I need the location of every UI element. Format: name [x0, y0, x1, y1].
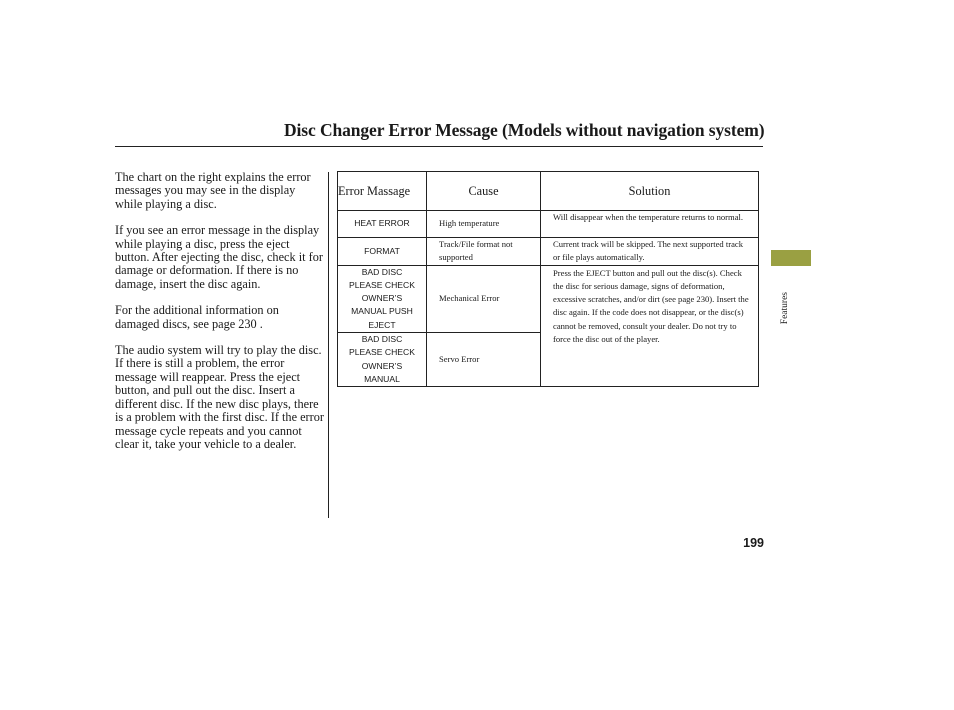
- page-number: 199: [743, 536, 764, 550]
- error-code-cell: [338, 333, 427, 387]
- error-code-line: EJECT: [368, 319, 396, 330]
- solution-cell: Current track will be skipped. The next supported track or file plays automatically.: [541, 238, 759, 266]
- table-row: [338, 211, 759, 238]
- section-label: Features: [780, 292, 790, 325]
- table-row: [338, 265, 759, 332]
- error-code-cell: [338, 238, 427, 266]
- solution-cell: Press the EJECT button and pull out the disc(s). Check the disc for serious damage, signs of deformation, excessive scratches, and/or dirt (see page 230). Insert the disc again. If the code does not disappear, or the disc(s) cannot be removed, consult your dealer. Do not try to force the disc out of the player.: [541, 265, 759, 387]
- header-cause: Cause: [427, 172, 541, 211]
- error-code-line: BAD DISC: [361, 334, 403, 345]
- header-solution: Solution: [541, 172, 759, 211]
- cause-cell: Mechanical Error: [427, 265, 541, 332]
- error-code-line: OWNER’S: [361, 360, 403, 371]
- title-divider: [115, 146, 763, 147]
- intro-paragraph-2: If you see an error message in the display while playing a disc, press the eject button. After ejecting the disc, check it for damage or deformation. If there is no damage, insert the disc again.: [115, 223, 323, 291]
- error-message-table: [337, 171, 759, 387]
- error-code-line: BAD DISC: [361, 266, 403, 277]
- intro-paragraph-3: For the additional information on damaged discs, see page 230 .: [115, 303, 279, 331]
- error-code-cell: [338, 265, 427, 332]
- error-code-line: PLEASE CHECK: [349, 279, 415, 290]
- intro-text: [115, 171, 325, 464]
- error-code-line: HEAT ERROR: [354, 218, 410, 229]
- error-code-line: PLEASE CHECK: [349, 347, 415, 358]
- cause-cell: High temperature: [427, 211, 541, 238]
- error-code-line: MANUAL PUSH: [351, 306, 413, 317]
- cause-cell: Servo Error: [427, 333, 541, 387]
- error-code-line: MANUAL: [364, 373, 400, 384]
- cause-cell: Track/File format not supported: [427, 238, 541, 266]
- intro-paragraph-4: The audio system will try to play the disc. If there is still a problem, the error message will reappear. Press the eject button, and pull out the disc. Insert a different disc. If the new disc plays, there is a problem with the first disc. If the error message cycle repeats and you cannot clear it, take your vehicle to a dealer.: [115, 343, 324, 451]
- header-error-message: Error Massage: [338, 172, 427, 211]
- page-title: Disc Changer Error Message (Models without navigation system): [284, 120, 765, 140]
- solution-cell: Will disappear when the temperature returns to normal.: [541, 211, 759, 238]
- table-row: [338, 238, 759, 266]
- error-code-line: OWNER’S: [361, 293, 403, 304]
- intro-paragraph-1: The chart on the right explains the error messages you may see in the display while playing a disc.: [115, 170, 311, 211]
- table-header-row: [338, 172, 759, 211]
- section-tab: [771, 250, 811, 266]
- column-divider: [328, 172, 329, 518]
- error-code-cell: [338, 211, 427, 238]
- error-code-line: FORMAT: [364, 245, 400, 256]
